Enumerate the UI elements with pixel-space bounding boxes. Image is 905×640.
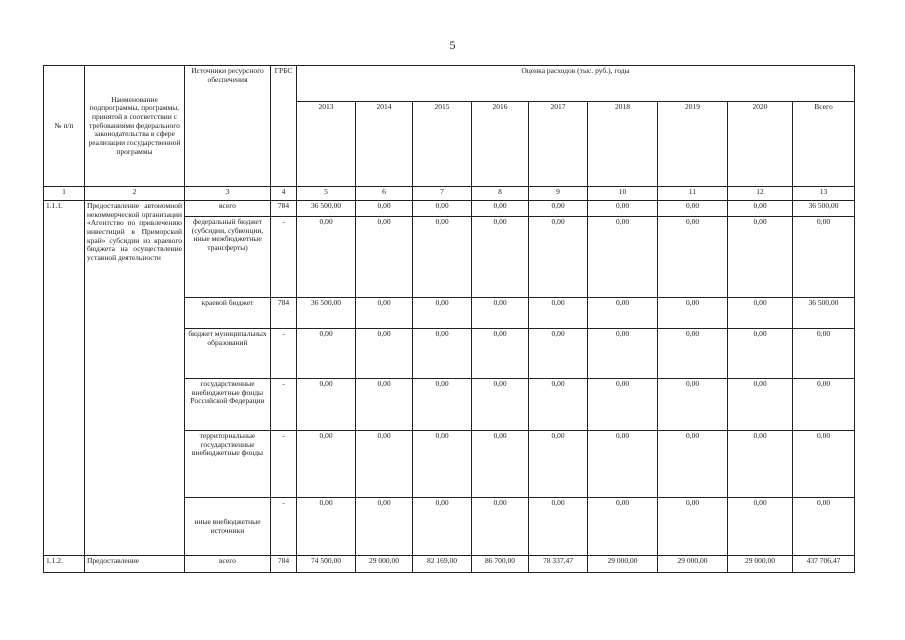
value-cell: 0,00 [529,217,588,298]
value-cell: 0,00 [413,431,472,498]
grbs-cell: 784 [271,556,297,573]
source-cell: иные внебюджетные источники [185,498,271,556]
total-cell: 437 706,47 [793,556,855,573]
value-cell: 0,00 [728,298,793,329]
value-cell: 36 500,00 [297,201,356,217]
value-cell: 0,00 [658,498,728,556]
value-cell: 0,00 [413,329,472,379]
year-cell: 2020 [728,102,793,187]
year-cell: 2013 [297,102,356,187]
budget-table [43,65,855,573]
value-cell: 74 500,00 [297,556,356,573]
total-cell: 0,00 [793,498,855,556]
total-cell: 0,00 [793,379,855,431]
value-cell: 0,00 [588,379,658,431]
value-cell: 0,00 [356,379,413,431]
value-cell: 82 169,00 [413,556,472,573]
column-number: 4 [271,187,297,201]
value-cell: 0,00 [728,201,793,217]
column-number: 9 [529,187,588,201]
value-cell: 0,00 [297,329,356,379]
value-cell: 0,00 [472,379,529,431]
source-cell: бюджет муниципальных образований [185,329,271,379]
header-num: № п/п [44,66,85,187]
value-cell: 0,00 [472,298,529,329]
value-cell: 0,00 [588,201,658,217]
value-cell: 29 000,00 [658,556,728,573]
column-number: 3 [185,187,271,201]
value-cell: 0,00 [658,379,728,431]
value-cell: 0,00 [356,201,413,217]
grbs-cell: - [271,498,297,556]
value-cell: 0,00 [472,498,529,556]
value-cell: 0,00 [728,431,793,498]
value-cell: 0,00 [658,329,728,379]
value-cell: 0,00 [529,298,588,329]
total-cell: 36 500,00 [793,298,855,329]
header-sources: Источники ресурсного обеспечения [185,66,271,187]
value-cell: 78 337,47 [529,556,588,573]
value-cell: 0,00 [472,329,529,379]
value-cell: 0,00 [297,217,356,298]
column-number: 11 [658,187,728,201]
table-row [44,556,855,573]
value-cell: 0,00 [529,201,588,217]
header-row [44,66,855,102]
column-number: 7 [413,187,472,201]
value-cell: 0,00 [588,298,658,329]
value-cell: 0,00 [728,498,793,556]
value-cell: 0,00 [297,379,356,431]
total-cell: 0,00 [793,329,855,379]
year-cell: 2018 [588,102,658,187]
column-number: 12 [728,187,793,201]
item-name: Предоставление [85,556,185,573]
source-cell: всего [185,556,271,573]
value-cell: 0,00 [297,431,356,498]
year-cell: 2019 [658,102,728,187]
value-cell: 0,00 [356,498,413,556]
header-name: Наименование подпрограммы, программы, принятой в соответствии с требованиями федерального законодательства в сфере реализации государственной программы [85,66,185,187]
column-number: 1 [44,187,85,201]
year-cell: 2014 [356,102,413,187]
value-cell: 0,00 [356,329,413,379]
value-cell: 0,00 [413,498,472,556]
year-cell: 2015 [413,102,472,187]
grbs-cell: 784 [271,298,297,329]
value-cell: 86 700,00 [472,556,529,573]
page-number: 5 [449,38,456,52]
value-cell: 0,00 [472,431,529,498]
value-cell: 0,00 [356,298,413,329]
column-numbers-row [44,187,855,201]
value-cell: 0,00 [413,298,472,329]
column-number: 13 [793,187,855,201]
item-name: Предоставление автономной некоммерческой организации «Агентство по привлечению инвестиций в Приморский край» субсидии из краевого бюджета на осуществление уставной деятельности [85,201,185,556]
value-cell: 0,00 [472,217,529,298]
header-estimate: Оценка расходов (тыс. руб.), годы [297,66,855,102]
value-cell: 0,00 [658,201,728,217]
year-cell: 2017 [529,102,588,187]
grbs-cell: - [271,431,297,498]
column-number: 2 [85,187,185,201]
value-cell: 0,00 [728,379,793,431]
value-cell: 0,00 [588,329,658,379]
value-cell: 0,00 [413,379,472,431]
value-cell: 0,00 [356,217,413,298]
table-row [44,201,855,217]
value-cell: 0,00 [658,217,728,298]
value-cell: 29 000,00 [588,556,658,573]
item-number: 1.1.1. [44,201,85,556]
source-cell: государственные внебюджетные фонды Российской Федерации [185,379,271,431]
column-number: 8 [472,187,529,201]
value-cell: 0,00 [588,431,658,498]
value-cell: 0,00 [297,498,356,556]
grbs-cell: - [271,329,297,379]
column-number: 10 [588,187,658,201]
source-cell: краевой бюджет [185,298,271,329]
value-cell: 0,00 [529,431,588,498]
value-cell: 29 000,00 [356,556,413,573]
value-cell: 0,00 [529,329,588,379]
grbs-cell: - [271,379,297,431]
source-cell: федеральный бюджет (субсидии, субвенции, иные межбюджетные трансферты) [185,217,271,298]
total-cell: 0,00 [793,217,855,298]
value-cell: 0,00 [728,329,793,379]
value-cell: 0,00 [588,498,658,556]
year-cell: 2016 [472,102,529,187]
value-cell: 36 500,00 [297,298,356,329]
value-cell: 0,00 [413,217,472,298]
value-cell: 0,00 [658,431,728,498]
source-cell: территориальные государственные внебюджетные фонды [185,431,271,498]
value-cell: 0,00 [588,217,658,298]
total-cell: 0,00 [793,431,855,498]
item-number: 1.1.2. [44,556,85,573]
grbs-cell: 784 [271,201,297,217]
value-cell: 29 000,00 [728,556,793,573]
value-cell: 0,00 [728,217,793,298]
total-cell: 36 500,00 [793,201,855,217]
year-total-cell: Всего [793,102,855,187]
value-cell: 0,00 [356,431,413,498]
value-cell: 0,00 [413,201,472,217]
value-cell: 0,00 [658,298,728,329]
source-cell: всего [185,201,271,217]
column-number: 5 [297,187,356,201]
value-cell: 0,00 [472,201,529,217]
header-grbs: ГРБС [271,66,297,187]
column-number: 6 [356,187,413,201]
value-cell: 0,00 [529,379,588,431]
value-cell: 0,00 [529,498,588,556]
grbs-cell: - [271,217,297,298]
